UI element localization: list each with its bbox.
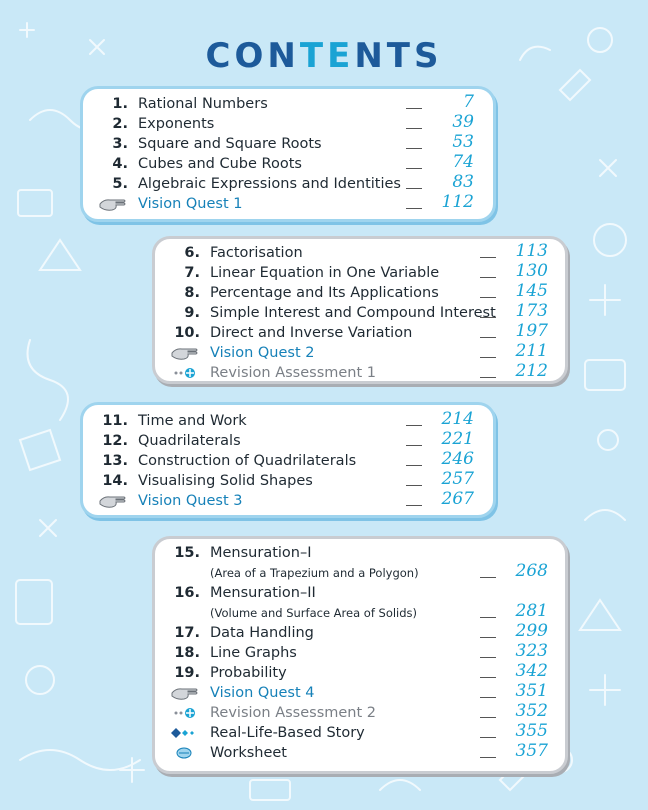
page-number: 113 [515,241,548,261]
chapter-row [170,623,552,643]
chapter-number: 10. [174,325,200,341]
extra-row [170,363,552,383]
page-number: 214 [441,409,474,429]
leader-line [406,425,422,426]
leader-line [480,317,496,318]
leader-line [480,377,496,378]
chapter-title: Vision Quest 4 [210,685,315,701]
chapter-number: 1. [112,96,128,112]
page-number: 351 [515,681,548,701]
chapter-row [170,283,552,303]
leader-line [480,637,496,638]
leader-line [480,757,496,758]
chapter-number: 6. [184,245,200,261]
page-number: 323 [515,641,548,661]
chapter-title: Vision Quest 2 [210,345,315,361]
chapter-row [98,451,478,471]
leader-line [406,148,422,149]
extra-row [170,723,552,743]
page-number: 197 [515,321,548,341]
chapter-title: Mensuration–II [210,585,316,601]
chapter-title: Vision Quest 3 [138,493,243,509]
extra-row [170,743,552,763]
chapter-row [170,663,552,683]
chapter-number: 8. [184,285,200,301]
chapter-number: 15. [174,545,200,561]
extra-row [170,683,552,703]
leader-line [406,445,422,446]
chapter-number: 7. [184,265,200,281]
chapter-title: Data Handling [210,625,314,641]
chapter-number: 4. [112,156,128,172]
chapter-subtitle: (Volume and Surface Area of Solids) [210,606,418,620]
leader-line [480,697,496,698]
chapter-row [98,134,478,154]
chapter-title: Vision Quest 1 [138,196,243,212]
chapter-row [170,643,552,663]
leader-line [406,208,422,209]
leader-line [406,188,422,189]
page-number: 352 [515,701,548,721]
leader-line [406,505,422,506]
chapter-row [98,94,478,114]
chapter-row [98,471,478,491]
chapter-title: Quadrilaterals [138,433,241,449]
chapter-row [170,243,552,263]
extra-row [170,703,552,723]
page-number: 267 [441,489,474,509]
chapter-row [170,303,552,323]
chapter-number: 17. [174,625,200,641]
assessment-icon [170,706,200,720]
chapter-title: Exponents [138,116,215,132]
page-number: 342 [515,661,548,681]
chapter-number: 11. [102,413,128,429]
leader-line [406,465,422,466]
chapter-row [170,323,552,343]
page-number: 53 [452,132,474,152]
pointing-hand-icon [98,197,128,211]
chapter-title: Construction of Quadrilaterals [138,453,357,469]
page-number: 246 [441,449,474,469]
worksheet-icon [170,746,200,760]
leader-line [480,677,496,678]
chapter-title: Direct and Inverse Variation [210,325,413,341]
chapter-number: 13. [102,453,128,469]
page-number: 7 [463,92,474,112]
chapter-title: Simple Interest and Compound Interest [210,305,496,321]
chapter-row [98,431,478,451]
page-number: 145 [515,281,548,301]
pointing-hand-icon [98,494,128,508]
leader-line [406,168,422,169]
leader-line [480,737,496,738]
leader-line [406,108,422,109]
chapter-title: Revision Assessment 2 [210,705,377,721]
chapter-title: Rational Numbers [138,96,268,112]
leader-line [406,485,422,486]
chapter-title: Mensuration–I [210,545,312,561]
page-number: 299 [515,621,548,641]
chapter-row [98,154,478,174]
chapter-title: Percentage and Its Applications [210,285,439,301]
chapter-number: 12. [102,433,128,449]
leader-line [480,297,496,298]
chapter-row [170,263,552,283]
page-number: 257 [441,469,474,489]
chapter-number: 3. [112,136,128,152]
chapter-number: 14. [102,473,128,489]
leader-line [480,337,496,338]
chapter-row [98,411,478,431]
extra-row [98,491,478,511]
chapter-title: Cubes and Cube Roots [138,156,302,172]
page-number: 357 [515,741,548,761]
leader-line [480,657,496,658]
leader-line [480,357,496,358]
chapter-title: Line Graphs [210,645,297,661]
page-number: 74 [452,152,474,172]
chapter-title: Linear Equation in One Variable [210,265,440,281]
assessment-icon [170,366,200,380]
leader-line [480,617,496,618]
chapter-title: Square and Square Roots [138,136,322,152]
page-number: 112 [441,192,474,212]
leader-line [480,277,496,278]
page-number: 130 [515,261,548,281]
chapter-row [98,114,478,134]
leader-line [406,128,422,129]
chapter-title: Time and Work [138,413,247,429]
chapter-number: 5. [112,176,128,192]
chapter-title: Revision Assessment 1 [210,365,377,381]
page-number: 211 [515,341,548,361]
chapter-number: 2. [112,116,128,132]
chapter-title: Algebraic Expressions and Identities [138,176,401,192]
page-number: 212 [515,361,548,381]
chapter-number: 18. [174,645,200,661]
chapter-row [170,543,552,581]
chapter-number: 9. [184,305,200,321]
chapter-row [170,583,552,621]
leader-line [480,257,496,258]
extra-row [170,343,552,363]
chapter-title: Probability [210,665,287,681]
pointing-hand-icon [170,346,200,360]
chapter-title: Visualising Solid Shapes [138,473,313,489]
chapter-subtitle: (Area of a Trapezium and a Polygon) [210,566,419,580]
chapter-title: Worksheet [210,745,287,761]
chapter-number: 19. [174,665,200,681]
page-number: 221 [441,429,474,449]
extra-row [98,194,478,214]
page-number: 268 [515,561,548,581]
page-number: 173 [515,301,548,321]
page-number: 355 [515,721,548,741]
chapter-title: Factorisation [210,245,303,261]
page-number: 281 [515,601,548,621]
page-title: CONTENTS [205,36,443,76]
diamonds-icon [170,726,200,740]
leader-line [480,717,496,718]
page-number: 83 [452,172,474,192]
chapter-title: Real-Life-Based Story [210,725,365,741]
leader-line [480,577,496,578]
pointing-hand-icon [170,686,200,700]
chapter-number: 16. [174,585,200,601]
page-number: 39 [452,112,474,132]
chapter-row [98,174,478,194]
